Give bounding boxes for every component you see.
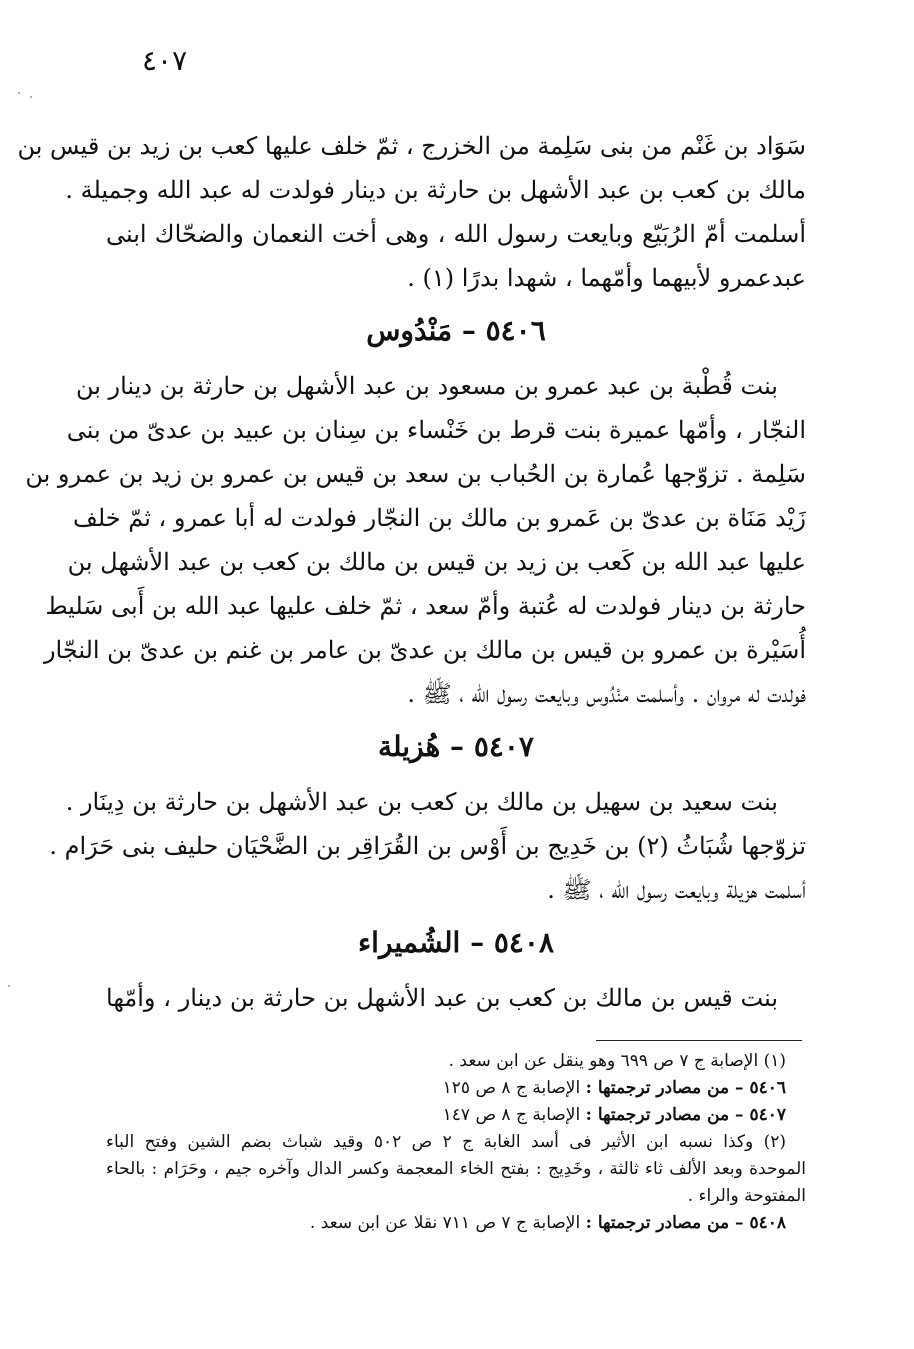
source-note-5406 [106, 1075, 806, 1102]
source-text: الإصابة ج ٨ ص ١٤٧ [442, 1105, 581, 1125]
source-note-5408 [106, 1210, 806, 1237]
text-line: بنت سعيد بن سهيل بن مالك بن كعب بن عبد الأشهل بن حارثة بن دِينَار . [65, 788, 778, 816]
entry-heading-5408: ٥٤٠٨ – الشُميراء [358, 926, 554, 959]
text-line: سَلِمة . تزوّجها عُمارة بن الحُباب بن سعد بن قيس بن عمرو بن زيد بن عمرو بن [25, 460, 806, 488]
text-line: بنت قُطْبة بن عبد عمرو بن مسعود بن عبد الأشهل بن حارثة بن دينار بن [75, 372, 778, 400]
footnote-2-line: الموحدة وبعد الألف ثاء ثالثة ، وخَدِيج : بفتح الخاء المعجمة وكسر الدال وآخره جيم ، وحَرَام : بالحاء [106, 1159, 806, 1179]
text-line: بنت قيس بن مالك بن كعب بن عبد الأشهل بن حارثة بن دينار ، وأمّها [106, 984, 778, 1012]
text-line: عبدعمرو لأبيهما وأمّهما ، شهدا بدرًا (١) . [407, 264, 806, 292]
source-label: ٥٤٠٨ – من مصادر ترجمتها : [585, 1213, 786, 1233]
scan-speck [18, 92, 20, 94]
scan-speck [8, 985, 10, 987]
source-label: ٥٤٠٧ – من مصادر ترجمتها : [585, 1105, 786, 1125]
entry-paragraph-5406 [25, 364, 806, 716]
footnote-2-line: المفتوحة والراء . [687, 1186, 806, 1206]
scan-speck [30, 96, 32, 98]
text-line: سَوَاد بن غَنْم من بنى سَلِمة من الخزرج ، ثمّ خلف عليها كعب بن زيد بن قيس بن [17, 132, 806, 160]
source-label: ٥٤٠٦ – من مصادر ترجمتها : [585, 1078, 786, 1098]
source-text: الإصابة ج ٨ ص ١٢٥ [442, 1078, 581, 1098]
footnote-2-line: (٢) وكذا نسبه ابن الأثير فى أسد الغابة ج ٢ ص ٥٠٢ وقيد شباث بضم الشين وفتح الباء [106, 1132, 786, 1152]
main-text [17, 124, 806, 1020]
entry-paragraph-5408 [106, 976, 806, 1020]
entry-heading-5406: ٥٤٠٦ – مَنْدُوس [366, 314, 546, 347]
footnotes [106, 1048, 806, 1237]
footnote-1: (١) الإصابة ج ٧ ص ٦٩٩ وهو ينقل عن ابن سعد . [448, 1051, 786, 1071]
text-line: فولدت له مروان . وأسلمت منْدُوس وبايعت رسول الله ، ﷺ . [407, 680, 806, 708]
text-line: تزوّجها شُبَاثُ (٢) بن خَدِيج بن أَوْس بن القُرَاقِر بن الضَّحْيَان حليف بنى حَرَام . [49, 832, 806, 860]
source-note-5407 [106, 1102, 806, 1129]
text-line: عليها عبد الله بن كَعب بن زيد بن قيس بن مالك بن كعب بن عبد الأشهل بن [67, 548, 806, 576]
source-text: الإصابة ج ٧ ص ٧١١ نقلا عن ابن سعد . [309, 1213, 581, 1233]
footnote-divider [596, 1040, 802, 1041]
intro-paragraph [17, 124, 806, 300]
text-line: النجّار ، وأمّها عميرة بنت قرط بن خَنْساء بن سِنان بن عبيد بن عدىّ من بنى [66, 416, 806, 444]
entry-heading-5407: ٥٤٠٧ – هُزيلة [378, 730, 534, 763]
text-line: زَيْد مَنَاة بن عدىّ بن عَمرو بن مالك بن النجّار فولدت له أبا عمرو ، ثمّ خلف [72, 504, 806, 532]
text-line: أسلمت هزيلة وبايعت رسول الله ، ﷺ . [547, 876, 806, 904]
entry-paragraph-5407 [49, 780, 806, 912]
text-line: مالك بن كعب بن عبد الأشهل بن حارثة بن دينار فولدت له عبد الله وجميلة . [65, 176, 806, 204]
text-line: أُسَيْرة بن عمرو بن قيس بن مالك بن عدىّ بن عامر بن غنم بن عدىّ بن النجّار [43, 636, 806, 664]
text-line: أسلمت أمّ الرُبَيّع وبايعت رسول الله ، وهى أخت النعمان والضحّاك ابنى [106, 220, 806, 248]
page-number: ٤٠٧ [142, 44, 188, 77]
text-line: حارثة بن دينار فولدت له عُتبة وأمّ سعد ، ثمّ خلف عليها عبد الله بن أَبى سَليط [45, 592, 806, 620]
